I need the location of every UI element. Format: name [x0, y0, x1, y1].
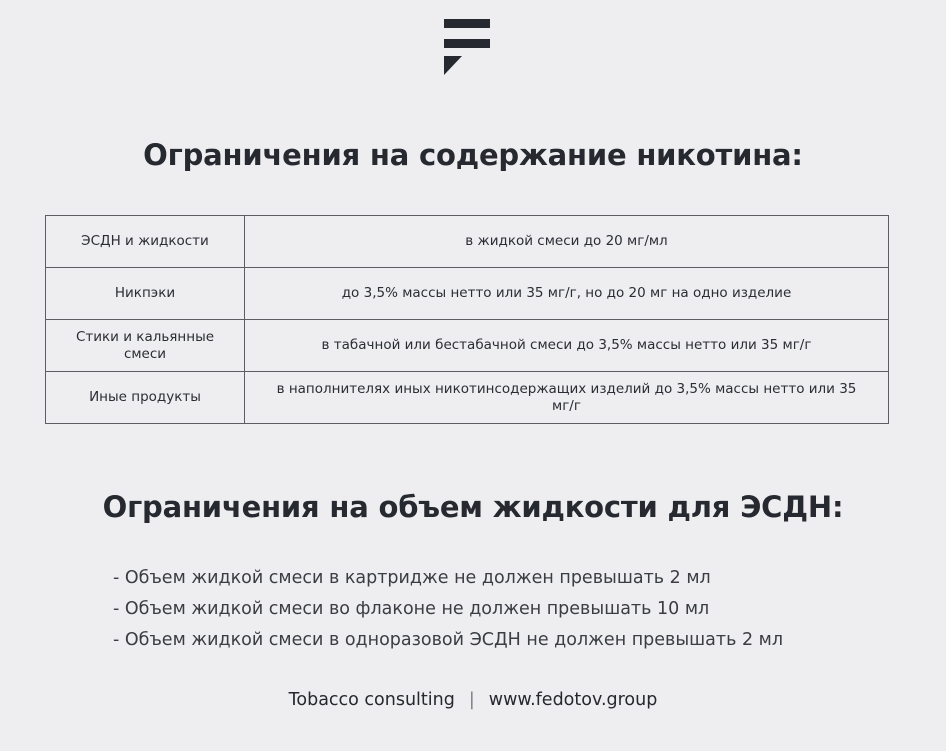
table-row	[46, 372, 889, 424]
footer-separator: |	[468, 690, 475, 710]
product-cell: Стики и кальянные смеси	[46, 320, 245, 372]
website-link[interactable]: www.fedotov.group	[488, 690, 658, 710]
table-row	[46, 268, 889, 320]
product-cell: Никпэки	[46, 268, 245, 320]
volume-rules-list	[113, 563, 783, 656]
list-item: - Объем жидкой смеси в картридже не должен превышать 2 мл	[113, 568, 711, 588]
product-cell: ЭСДН и жидкости	[46, 216, 245, 268]
limit-cell: до 3,5% массы нетто или 35 мг/г, но до 20 мг на одно изделие	[245, 268, 889, 320]
limit-cell: в наполнителях иных никотинсодержащих изделий до 3,5% массы нетто или 35 мг/г	[245, 372, 889, 424]
nicotine-limits-title: Ограничения на содержание никотина:	[143, 138, 803, 172]
table-row	[46, 216, 889, 268]
limit-cell: в жидкой смеси до 20 мг/мл	[245, 216, 889, 268]
fedotov-logo-icon	[444, 19, 490, 75]
list-item: - Объем жидкой смеси в одноразовой ЭСДН не должен превышать 2 мл	[113, 630, 784, 650]
limit-cell: в табачной или бестабачной смеси до 3,5% массы нетто или 35 мг/г	[245, 320, 889, 372]
product-cell: Иные продукты	[46, 372, 245, 424]
table-row	[46, 320, 889, 372]
company-name: Tobacco consulting	[288, 690, 455, 710]
footer	[0, 690, 946, 710]
nicotine-limits-table	[45, 215, 889, 424]
list-item: - Объем жидкой смеси во флаконе не должен превышать 10 мл	[113, 599, 710, 619]
volume-limits-title: Ограничения на объем жидкости для ЭСДН:	[102, 490, 844, 524]
